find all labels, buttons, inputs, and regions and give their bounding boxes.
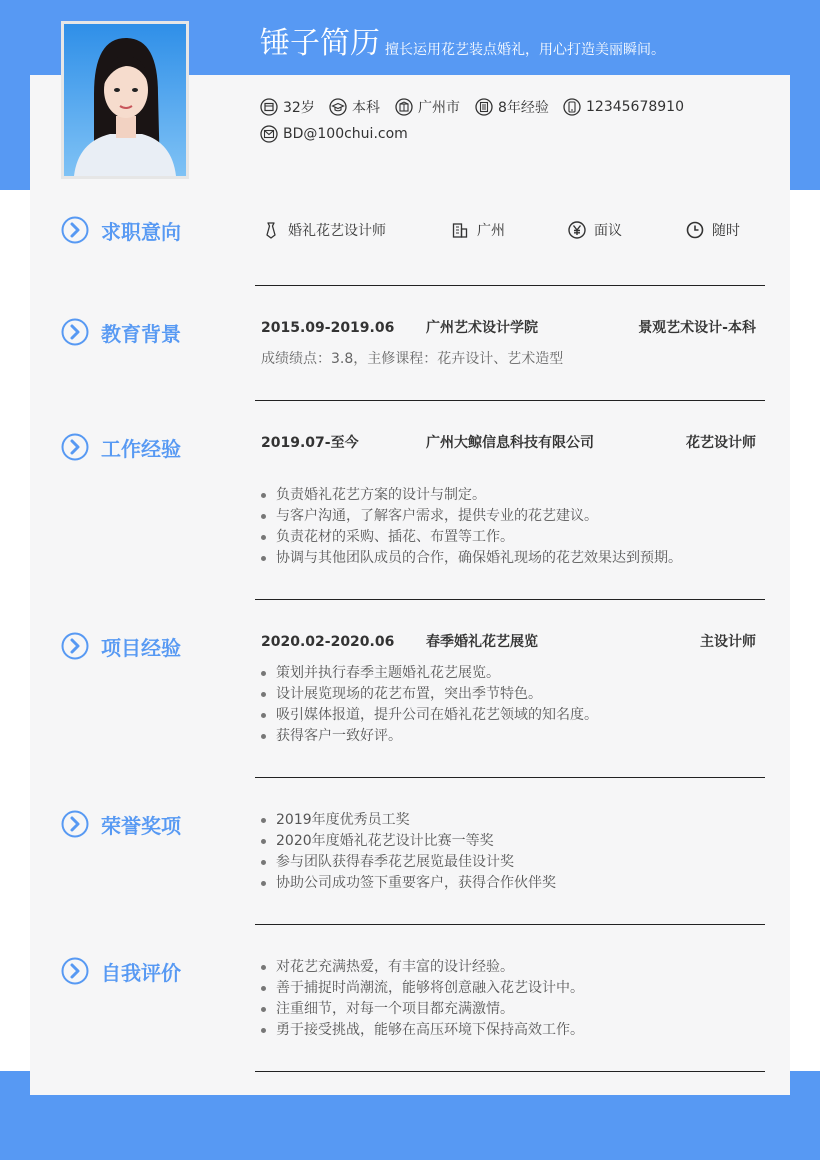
phone-icon xyxy=(563,98,581,116)
info-degree xyxy=(329,97,380,117)
section-heading-education xyxy=(61,317,181,347)
work-period: 2019.07-至今 xyxy=(261,435,359,451)
building-icon xyxy=(395,98,413,116)
list-item: 善于捕捉时尚潮流，能够将创意融入花艺设计中。 xyxy=(261,978,584,999)
list-item: 勇于接受挑战，能够在高压环境下保持高效工作。 xyxy=(261,1020,584,1041)
experience-text: 8年经验 xyxy=(498,100,549,116)
divider xyxy=(255,285,765,286)
honors-list xyxy=(261,810,556,894)
divider xyxy=(255,924,765,925)
tie-icon xyxy=(262,221,280,239)
list-item: 2019年度优秀员工奖 xyxy=(261,810,556,831)
calendar-icon xyxy=(260,98,278,116)
list-item: 吸引媒体报道，提升公司在婚礼花艺领域的知名度。 xyxy=(261,705,598,726)
clock-icon xyxy=(686,221,704,239)
mail-icon xyxy=(260,125,278,143)
info-phone xyxy=(563,97,684,117)
section-title: 工作经验 xyxy=(101,436,181,461)
education-detail: 成绩绩点：3.8，主修课程：花卉设计、艺术造型 xyxy=(261,351,564,367)
project-name: 春季婚礼花艺展览 xyxy=(426,634,538,650)
email-text: BD@100chui.com xyxy=(283,126,408,142)
list-item: 获得客户一致好评。 xyxy=(261,726,598,747)
chevron-right-icon xyxy=(61,318,89,346)
yen-icon xyxy=(568,221,586,239)
info-age xyxy=(260,97,315,117)
graduation-cap-icon xyxy=(329,98,347,116)
resume-slogan: 擅长运用花艺装点婚礼，用心打造美丽瞬间。 xyxy=(385,42,665,58)
chevron-right-icon xyxy=(61,957,89,985)
intent-position xyxy=(262,220,386,240)
project-period: 2020.02-2020.06 xyxy=(261,634,395,650)
list-item: 与客户沟通，了解客户需求，提供专业的花艺建议。 xyxy=(261,506,682,527)
list-item: 注重细节，对每一个项目都充满激情。 xyxy=(261,999,584,1020)
info-city xyxy=(395,97,460,117)
intent-availability xyxy=(686,220,740,240)
info-experience xyxy=(475,97,549,117)
chevron-right-icon xyxy=(61,216,89,244)
resume-title: 锤子简历 xyxy=(260,26,380,61)
list-item: 负责婚礼花艺方案的设计与制定。 xyxy=(261,485,682,506)
intent-salary xyxy=(568,220,622,240)
availability-text: 随时 xyxy=(712,223,740,239)
section-title: 项目经验 xyxy=(101,635,181,660)
section-heading-intent xyxy=(61,215,181,245)
divider xyxy=(255,777,765,778)
city-text: 广州市 xyxy=(418,100,460,116)
divider xyxy=(255,599,765,600)
info-email xyxy=(260,124,408,144)
section-title: 自我评价 xyxy=(101,960,181,985)
chevron-right-icon xyxy=(61,433,89,461)
list-item: 对花艺充满热爱，有丰富的设计经验。 xyxy=(261,957,584,978)
education-major: 景观艺术设计-本科 xyxy=(638,320,756,336)
section-heading-self xyxy=(61,956,181,986)
list-item: 负责花材的采购、插花、布置等工作。 xyxy=(261,527,682,548)
age-text: 32岁 xyxy=(283,100,315,116)
intent-city xyxy=(451,220,505,240)
profile-photo xyxy=(61,21,189,179)
section-heading-project xyxy=(61,631,181,661)
project-role: 主设计师 xyxy=(700,634,756,650)
project-items-list xyxy=(261,663,598,747)
chevron-right-icon xyxy=(61,810,89,838)
section-heading-honors xyxy=(61,809,181,839)
work-role: 花艺设计师 xyxy=(686,435,756,451)
section-title: 荣誉奖项 xyxy=(101,813,181,838)
section-title: 教育背景 xyxy=(101,321,181,346)
education-period: 2015.09-2019.06 xyxy=(261,320,395,336)
divider xyxy=(255,1071,765,1072)
self-evaluation-list xyxy=(261,957,584,1041)
degree-text: 本科 xyxy=(352,100,380,116)
document-icon xyxy=(475,98,493,116)
list-item: 2020年度婚礼花艺设计比赛一等奖 xyxy=(261,831,556,852)
list-item: 策划并执行春季主题婚礼花艺展览。 xyxy=(261,663,598,684)
list-item: 参与团队获得春季花艺展览最佳设计奖 xyxy=(261,852,556,873)
salary-text: 面议 xyxy=(594,223,622,239)
divider xyxy=(255,400,765,401)
education-school: 广州艺术设计学院 xyxy=(426,320,538,336)
intent-city-text: 广州 xyxy=(477,223,505,239)
section-heading-work xyxy=(61,432,181,462)
work-company: 广州大鲸信息科技有限公司 xyxy=(426,435,594,451)
section-title: 求职意向 xyxy=(101,219,181,244)
list-item: 协助公司成功签下重要客户，获得合作伙伴奖 xyxy=(261,873,556,894)
city-building-icon xyxy=(451,221,469,239)
work-duties-list xyxy=(261,485,682,569)
chevron-right-icon xyxy=(61,632,89,660)
position-text: 婚礼花艺设计师 xyxy=(288,223,386,239)
list-item: 协调与其他团队成员的合作，确保婚礼现场的花艺效果达到预期。 xyxy=(261,548,682,569)
phone-text: 12345678910 xyxy=(586,99,684,115)
list-item: 设计展览现场的花艺布置，突出季节特色。 xyxy=(261,684,598,705)
